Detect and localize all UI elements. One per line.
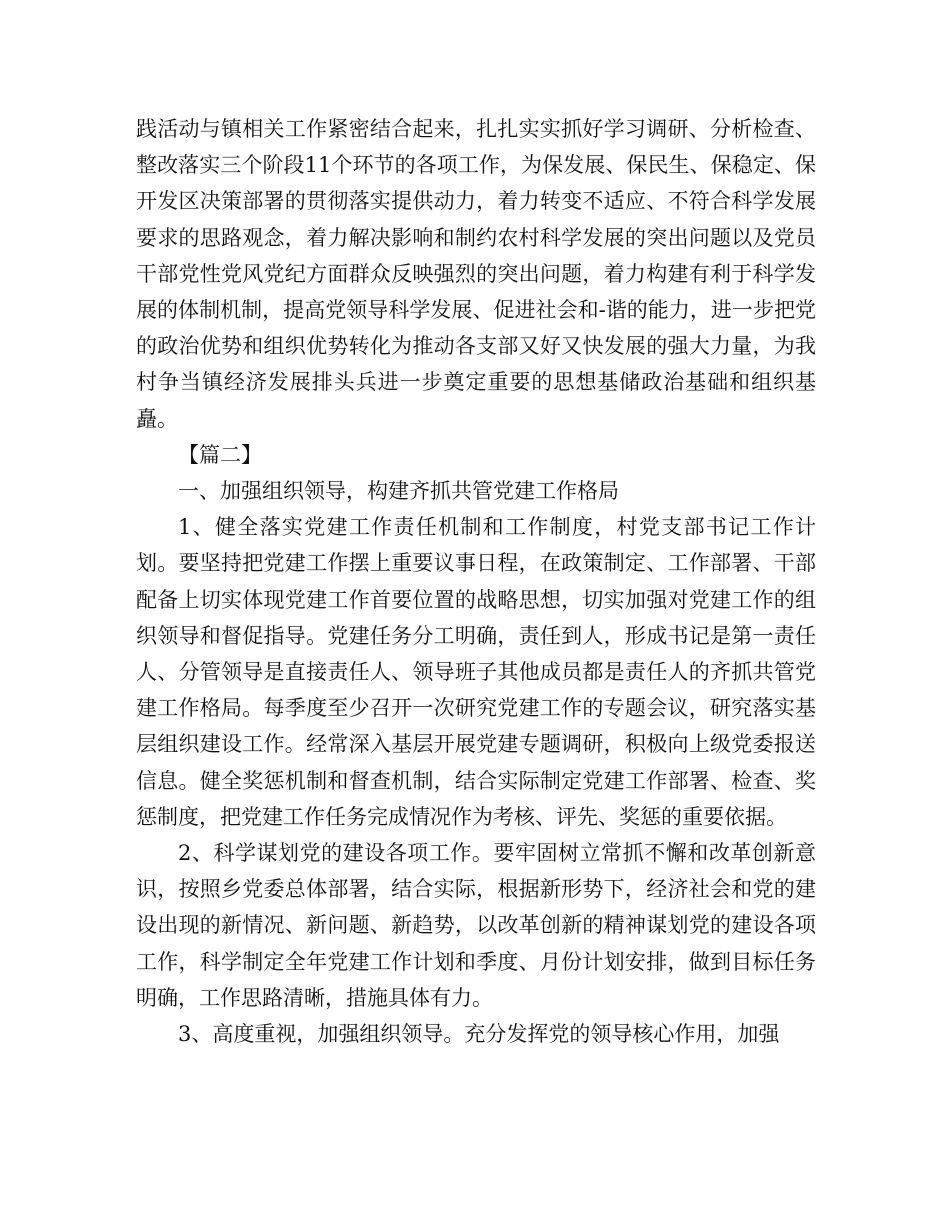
subsection-heading-1: 一、加强组织领导，构建齐抓共管党建工作格局 [178,479,619,504]
paragraph-item-1: 1、健全落实党建工作责任机制和工作制度，村党支部书记工作计划。要坚持把党建工作摆上重要议事日程，在政策制定、工作部署、干部配备上切实体现党建工作首要位置的战略思想，切实加强对党建工作的组织领导和督促指导。党建任务分工明确，责任到人，形成书记是第一责任人、分管领导是直接责任人、领导班子其他成员都是责任人的齐抓共管党建工作格局。每季度至少召开一次研究党建工作的专题会议，研究落实基层组织建设工作。经常深入基层开展党建专题调研，积极向上级党委报送信息。健全奖惩机制和督查机制，结合实际制定党建工作部署、检查、奖惩制度，把党建工作任务完成情况作为考核、评先、奖惩的重要依据。 [136,515,816,829]
document-body [136,111,816,1052]
paragraph-item-3: 3、高度重视，加强组织领导。充分发挥党的领导核心作用，加强 [178,1022,780,1047]
paragraph-continuation: 践活动与镇相关工作紧密结合起来，扎扎实实抓好学习调研、分析检查、整改落实三个阶段11个环节的各项工作，为保发展、保民生、保稳定、保开发区决策部署的贯彻落实提供动力，着力转变不适应、不符合科学发展要求的思路观念，着力解决影响和制约农村科学发展的突出问题以及党员干部党性党风党纪方面群众反映强烈的突出问题，着力构建有利于科学发展的体制机制，提高党领导科学发展、促进社会和-谐的能力，进一步把党的政治优势和组织优势转化为推动各支部又好又快发展的强大力量，为我村争当镇经济发展排头兵进一步奠定重要的思想基储政治基础和组织基矗。 [136,117,816,431]
paragraph-item-2: 2、科学谋划党的建设各项工作。要牢固树立常抓不懈和改革创新意识，按照乡党委总体部署，结合实际，根据新形势下，经济社会和党的建设出现的新情况、新问题、新趋势，以改革创新的精神谋划党的建设各项工作，科学制定全年党建工作计划和季度、月份计划安排，做到目标任务明确，工作思路清晰，措施具体有力。 [136,841,816,1010]
section-heading-part-two: 【篇二】 [178,442,262,467]
